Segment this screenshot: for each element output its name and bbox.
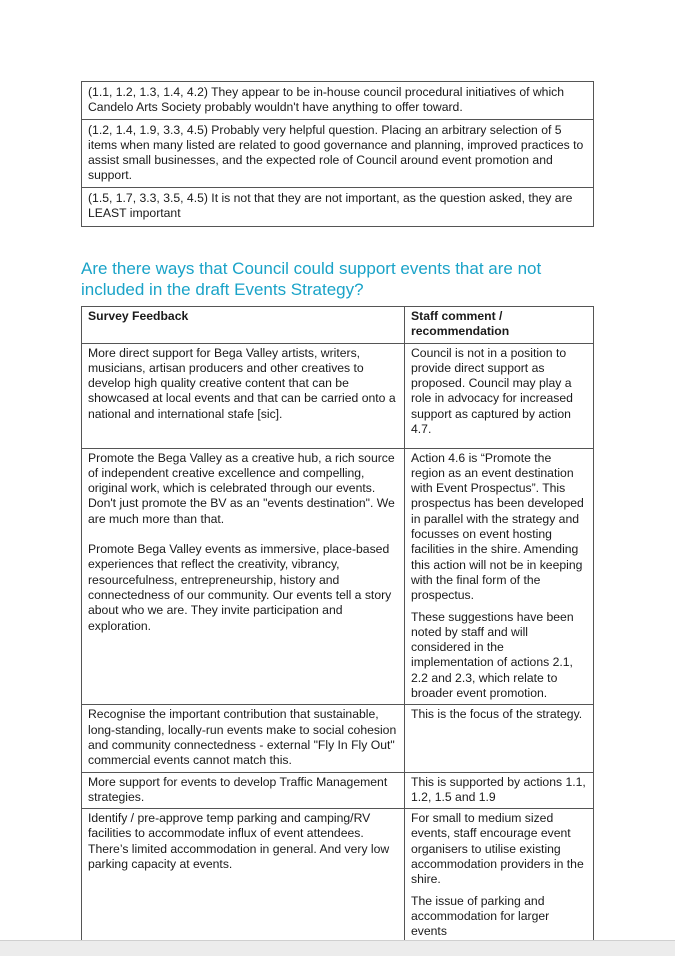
staff-comment-header: Staff comment / recommendation: [405, 307, 594, 344]
staff-comment-text: This is the focus of the strategy.: [411, 707, 583, 722]
feedback-text: Promote the Bega Valley as a creative hub, a rich source of independent creative excellence and compelling, original work, which is celebrated through our events. Don't just promote the BV as an "events destination". We are much more than that.: [88, 450, 395, 526]
response-cell: (1.2, 1.4, 1.9, 3.3, 4.5) Probably very helpful question. Placing an arbitrary selection of 5 items when many listed are related to good governance and planning, improved practices to assist small businesses, and the expected role of Council around event promotion and support.: [82, 119, 594, 187]
table-row: [82, 82, 594, 120]
table-row: [82, 705, 594, 772]
staff-comment-text: These suggestions have been noted by staff and will considered in the implementation of actions 2.1, 2.2 and 2.3, which relate to broader event promotion.: [411, 609, 574, 701]
feedback-text: Identify / pre-approve temp parking and camping/RV facilities to accommodate influx of event attendees. There’s limited accommodation in general. And very low parking capacity at events.: [88, 811, 390, 872]
table-row: [82, 772, 594, 809]
staff-comment-cell: [405, 772, 594, 809]
staff-comment-cell: [405, 809, 594, 943]
feedback-cell: [82, 809, 405, 943]
staff-comment-text: The issue of parking and accommodation for larger events: [411, 893, 550, 939]
staff-comment-text: For small to medium sized events, staff encourage event organisers to utilise existing accommodation providers in the shire.: [411, 811, 584, 887]
staff-comment-text: Action 4.6 is “Promote the region as an event destination with Event Prospectus”. This prospectus has been developed in parallel with the strategy and focusses on event hosting facilities in the shire. Amending this action will not be in keeping with the final form of the prospectus.: [411, 450, 584, 603]
table-row: [82, 448, 594, 705]
page-bottom-edge: [0, 940, 675, 956]
staff-comment-cell: [405, 343, 594, 448]
table-row: [82, 187, 594, 226]
table-row: [82, 119, 594, 187]
section-heading: Are there ways that Council could support events that are not included in the draft Events Strategy?: [81, 259, 542, 299]
feedback-table: [81, 306, 594, 944]
table-row: [82, 343, 594, 448]
table-header-row: [82, 307, 594, 344]
previous-responses-table: [81, 81, 594, 227]
feedback-cell: [82, 343, 405, 448]
staff-comment-cell: [405, 705, 594, 772]
feedback-cell: [82, 772, 405, 809]
feedback-text: More support for events to develop Traffic Management strategies.: [88, 774, 388, 804]
feedback-cell: [82, 448, 405, 705]
feedback-text: Recognise the important contribution that sustainable, long-standing, locally-run events make to social cohesion and community connectedness - external "Fly In Fly Out" commercial events cannot match this.: [88, 707, 397, 768]
feedback-text: More direct support for Bega Valley artists, writers, musicians, artisan producers and other creatives to develop high quality creative content that can be showcased at local events and that can be carried onto a national and international stafe [sic].: [88, 345, 396, 421]
survey-feedback-header: Survey Feedback: [82, 307, 405, 344]
staff-comment-cell: [405, 448, 594, 705]
table-row: [82, 809, 594, 943]
staff-comment-text: This is supported by actions 1.1, 1.2, 1.5 and 1.9: [411, 774, 586, 804]
feedback-cell: [82, 705, 405, 772]
feedback-text: Promote Bega Valley events as immersive, place-based experiences that reflect the creativity, vibrancy, resourcefulness, entrepreneurship, history and connectedness of our community. Our events tell a story about who we are. They invite participation and exploration.: [88, 542, 392, 633]
staff-comment-text: Council is not in a position to provide direct support as proposed. Council may play a role in advocacy for increased support as captured by action 4.7.: [411, 345, 573, 437]
response-cell: (1.5, 1.7, 3.3, 3.5, 4.5) It is not that they are not important, as the question asked, they are LEAST important: [82, 187, 594, 226]
response-cell: (1.1, 1.2, 1.3, 1.4, 4.2) They appear to be in-house council procedural initiatives of which Candelo Arts Society probably wouldn't have anything to offer toward.: [82, 82, 594, 120]
